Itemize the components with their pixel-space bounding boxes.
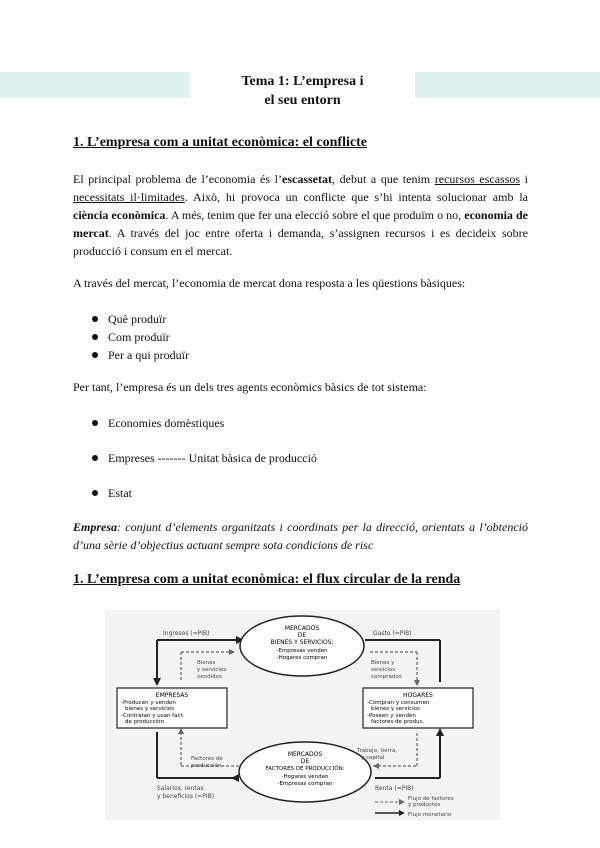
agents-list: [92, 414, 317, 502]
intro-paragraph: El principal problema de l’economia és l’escassetat, debut a que tenim recursos escassos i necessitats il·limitades. Això, hi provoca un conflicte que s’hi intenta solucionar amb la ciència econòmica. A més, tenim que fer una elecció sobre el que produïm o no, economia de mercat. A través del joc entre oferta i demanda, s’assignen recursos i es decideix sobre producció i consum en el mercat.: [73, 172, 529, 258]
goods-market-label: -Empresas venden: [276, 648, 328, 654]
list-item: Economies domèstiques: [92, 414, 317, 432]
goods-market-label: DE: [297, 632, 307, 639]
goods-sold-label: Bienes: [197, 660, 216, 666]
agents-paragraph: Per tant, l’empresa és un dels tres agents econòmics bàsics de tot sistema:: [73, 380, 427, 394]
goods-sold-label: vendidos: [197, 674, 222, 680]
goods-bought-label: comprados: [371, 674, 402, 680]
wages-label: Salarios, rentas: [157, 785, 204, 792]
firms-label: bienes y servicios: [125, 706, 174, 712]
section2-heading: 1. L’empresa com a unitat econòmica: el flux circular de la renda: [73, 572, 461, 587]
section1-heading: 1. L’empresa com a unitat econòmica: el conflicte: [73, 135, 367, 150]
empresa-definition: Empresa: conjunt d’elements organitzats i coordinats per la direcció, orientats a l’obtenció d’una sèrie d’objectius actuant sempre sota condicions de risc: [73, 520, 528, 552]
goods-bought-label: servicios: [371, 667, 396, 673]
firms-label: de producción: [125, 719, 165, 725]
header-band-right: [415, 72, 600, 98]
households-label: -Poseen y venden: [367, 713, 416, 719]
labour-label: y capital: [361, 755, 385, 761]
market-paragraph: A través del mercat, l’economia de mercat dona resposta a les qüestions bàsiques:: [73, 276, 466, 290]
rent-label: Renta (=PIB): [375, 785, 414, 792]
goods-sold-label: y servicios: [197, 667, 227, 673]
document-title-line2: el seu entorn: [264, 93, 341, 108]
list-item: Què produïr: [92, 310, 189, 328]
list-item: Com produïr: [92, 328, 189, 346]
goods-market-label: BIENES Y SERVICIOS:: [270, 639, 334, 646]
households-label: factores de produc.: [371, 719, 425, 725]
households-label: HOGARES: [403, 692, 433, 699]
legend-goods-label: y productos: [408, 802, 441, 808]
households-label: bienes y servicios: [371, 706, 420, 712]
factors-market-label: -Hogares venden: [281, 774, 329, 780]
factors-label: Factores de: [191, 756, 223, 762]
wages-label: y beneficios (=PIB): [157, 793, 215, 800]
firms-label: -Contratan y usan fact.: [121, 713, 185, 719]
households-label: -Compran y consumen: [367, 700, 430, 706]
legend-goods-label: Flujo de factores: [408, 796, 454, 802]
document-title-line1: Tema 1: L’empresa i: [241, 74, 364, 89]
firms-label: EMPRESAS: [155, 692, 189, 699]
income-label: Ingresos (=PIB): [163, 630, 210, 637]
list-item: Empreses ------- Unitat bàsica de producció: [92, 449, 317, 467]
goods-market-label: -Hogares compran: [276, 655, 328, 661]
factors-label: producción: [191, 763, 222, 769]
goods-market-label: MERCADOS: [284, 625, 320, 632]
questions-list: [92, 310, 189, 364]
firms-label: -Producen y venden: [121, 700, 176, 706]
circular-flow-diagram: [105, 610, 500, 820]
list-item: Per a qui produïr: [92, 346, 189, 364]
factors-market-label: DE: [300, 758, 310, 765]
goods-bought-label: Bienes y: [371, 660, 395, 666]
factors-market-label: MERCADOS: [287, 751, 323, 758]
spending-label: Gasto (=PIB): [373, 630, 412, 637]
header-band-left: [0, 72, 190, 98]
list-item: Estat: [92, 484, 317, 502]
factors-market-label: -Empresas compran: [277, 781, 333, 787]
labour-label: Trabajo, tierra,: [357, 748, 398, 754]
factors-market-label: FACTORES DE PRODUCCIÓN:: [265, 766, 345, 772]
legend-money-label: Flujo monetario: [408, 812, 452, 818]
